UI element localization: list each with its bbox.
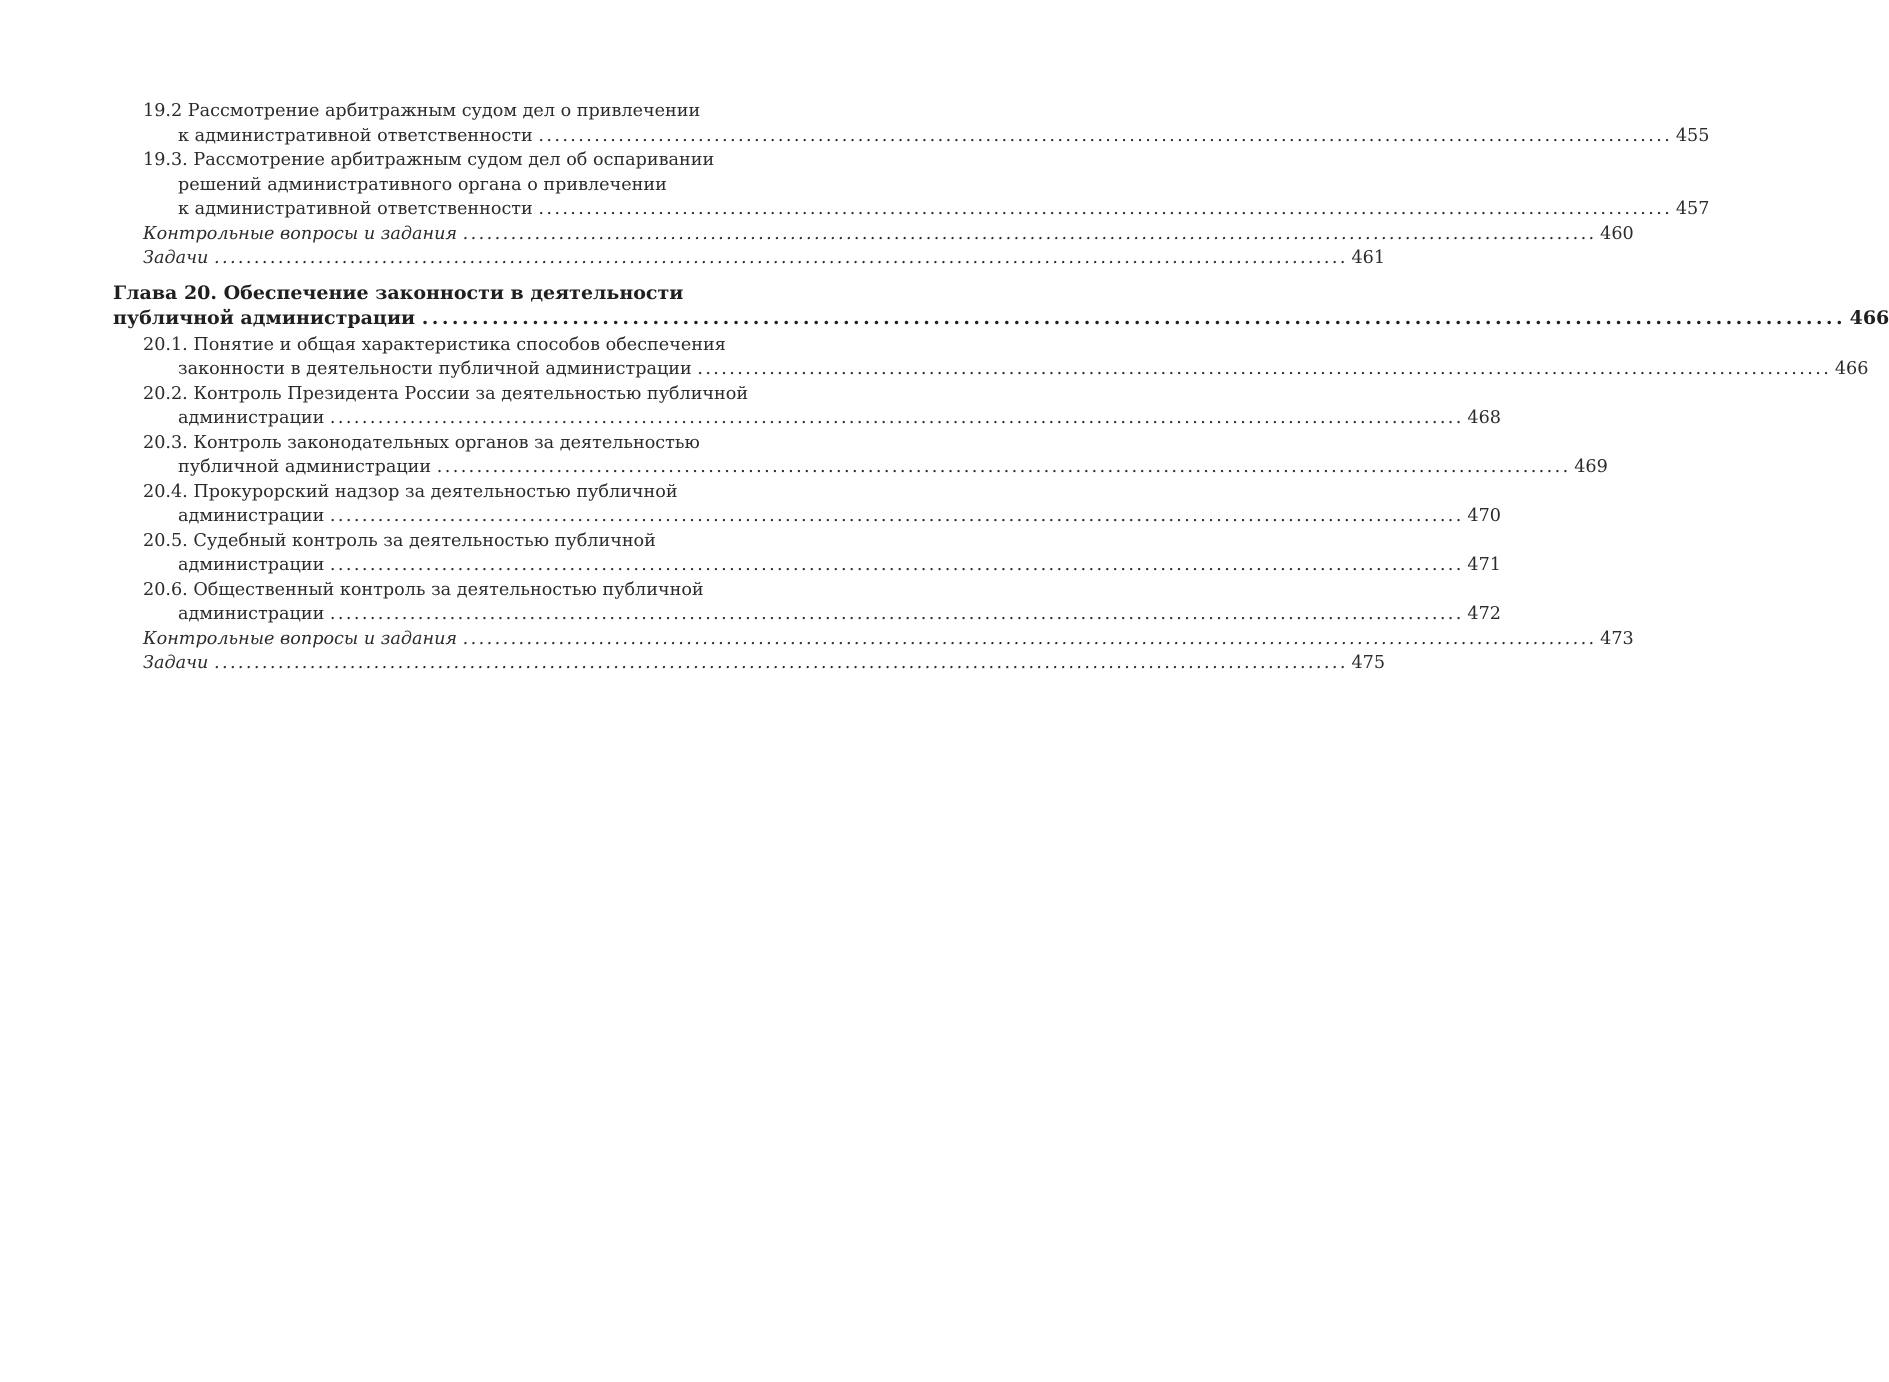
toc-entry-title-end: к административной ответственности [178,199,533,219]
dot-leader [463,629,1593,649]
toc-entry-title: решений административного органа о привлечении [178,174,667,195]
dot-leader [330,408,1460,428]
toc-entry-title-end: администрации [178,506,325,526]
toc-entry-title: Контрольные вопросы и задания [143,628,458,649]
toc-entry-title-end: администрации [178,604,325,624]
page-number: 470 [1467,506,1501,526]
dot-leader [538,199,1668,219]
toc-entry-title: Задачи [143,248,209,268]
toc-entry-review-questions [113,627,1634,652]
dot-leader [538,126,1668,146]
page-number: 461 [1351,248,1386,268]
toc-entry-title-end: администрации [178,408,325,428]
toc-entry-title: 20.3. Контроль законодательных органов за деятельностью [143,432,700,453]
chapter-title: Глава 20. Обеспечение законности в деятельности [113,281,684,304]
toc-entry-title: 20.2. Контроль Президента России за деятельностью публичной [143,383,749,404]
dot-leader [330,506,1460,526]
table-of-contents [113,99,1889,676]
toc-entry-20-5 [113,529,1501,578]
dot-leader [214,653,1344,673]
toc-entry-19-2 [113,99,1710,148]
toc-entry-title: 20.1. Понятие и общая характеристика способов обеспечения [143,334,726,355]
toc-entry-20-1 [113,333,1869,382]
page-number: 473 [1600,628,1634,649]
toc-entry-title-end: законности в деятельности публичной администрации [178,359,692,379]
toc-entry-title: 20.4. Прокурорский надзор за деятельностью публичной [143,481,678,502]
dot-leader [437,457,1567,477]
toc-chapter-20 [113,281,1889,331]
toc-entry-19-3 [113,148,1710,222]
toc-entry-title: Контрольные вопросы и задания [143,223,458,244]
page-number: 457 [1675,199,1710,219]
toc-entry-tasks [113,246,1386,271]
toc-entry-title-end: к административной ответственности [178,125,533,146]
dot-leader [330,555,1460,575]
toc-entry-20-3 [113,431,1608,480]
page-number: 472 [1467,604,1501,624]
dot-leader [214,248,1344,268]
toc-entry-review-questions [113,222,1634,247]
dot-leader [463,224,1593,244]
toc-entry-title: 20.5. Судебный контроль за деятельностью публичной [143,530,656,551]
page-number: 460 [1600,223,1634,244]
page-number: 471 [1467,555,1501,575]
page-number: 469 [1574,457,1608,477]
dot-leader [697,359,1827,379]
toc-entry-title: 19.2 Рассмотрение арбитражным судом дел о привлечении [143,101,701,121]
page-number: 475 [1351,653,1386,673]
chapter-title-end: публичной администрации [113,306,416,329]
toc-entry-tasks [113,651,1386,676]
toc-entry-title-end: публичной администрации [178,457,432,477]
page-number: 468 [1467,408,1501,428]
page-number: 466 [1849,306,1889,329]
toc-entry-20-2 [113,382,1501,431]
toc-entry-20-6 [113,578,1501,627]
dot-leader [330,604,1460,624]
toc-entry-20-4 [113,480,1501,529]
toc-entry-title: Задачи [143,653,209,673]
toc-entry-title: 19.3. Рассмотрение арбитражным судом дел об оспаривании [143,150,715,170]
page-number: 466 [1834,359,1869,379]
toc-entry-title: 20.6. Общественный контроль за деятельностью публичной [143,579,704,600]
toc-entry-title-end: администрации [178,555,325,575]
page-number: 455 [1675,125,1710,146]
dot-leader [422,307,1841,329]
